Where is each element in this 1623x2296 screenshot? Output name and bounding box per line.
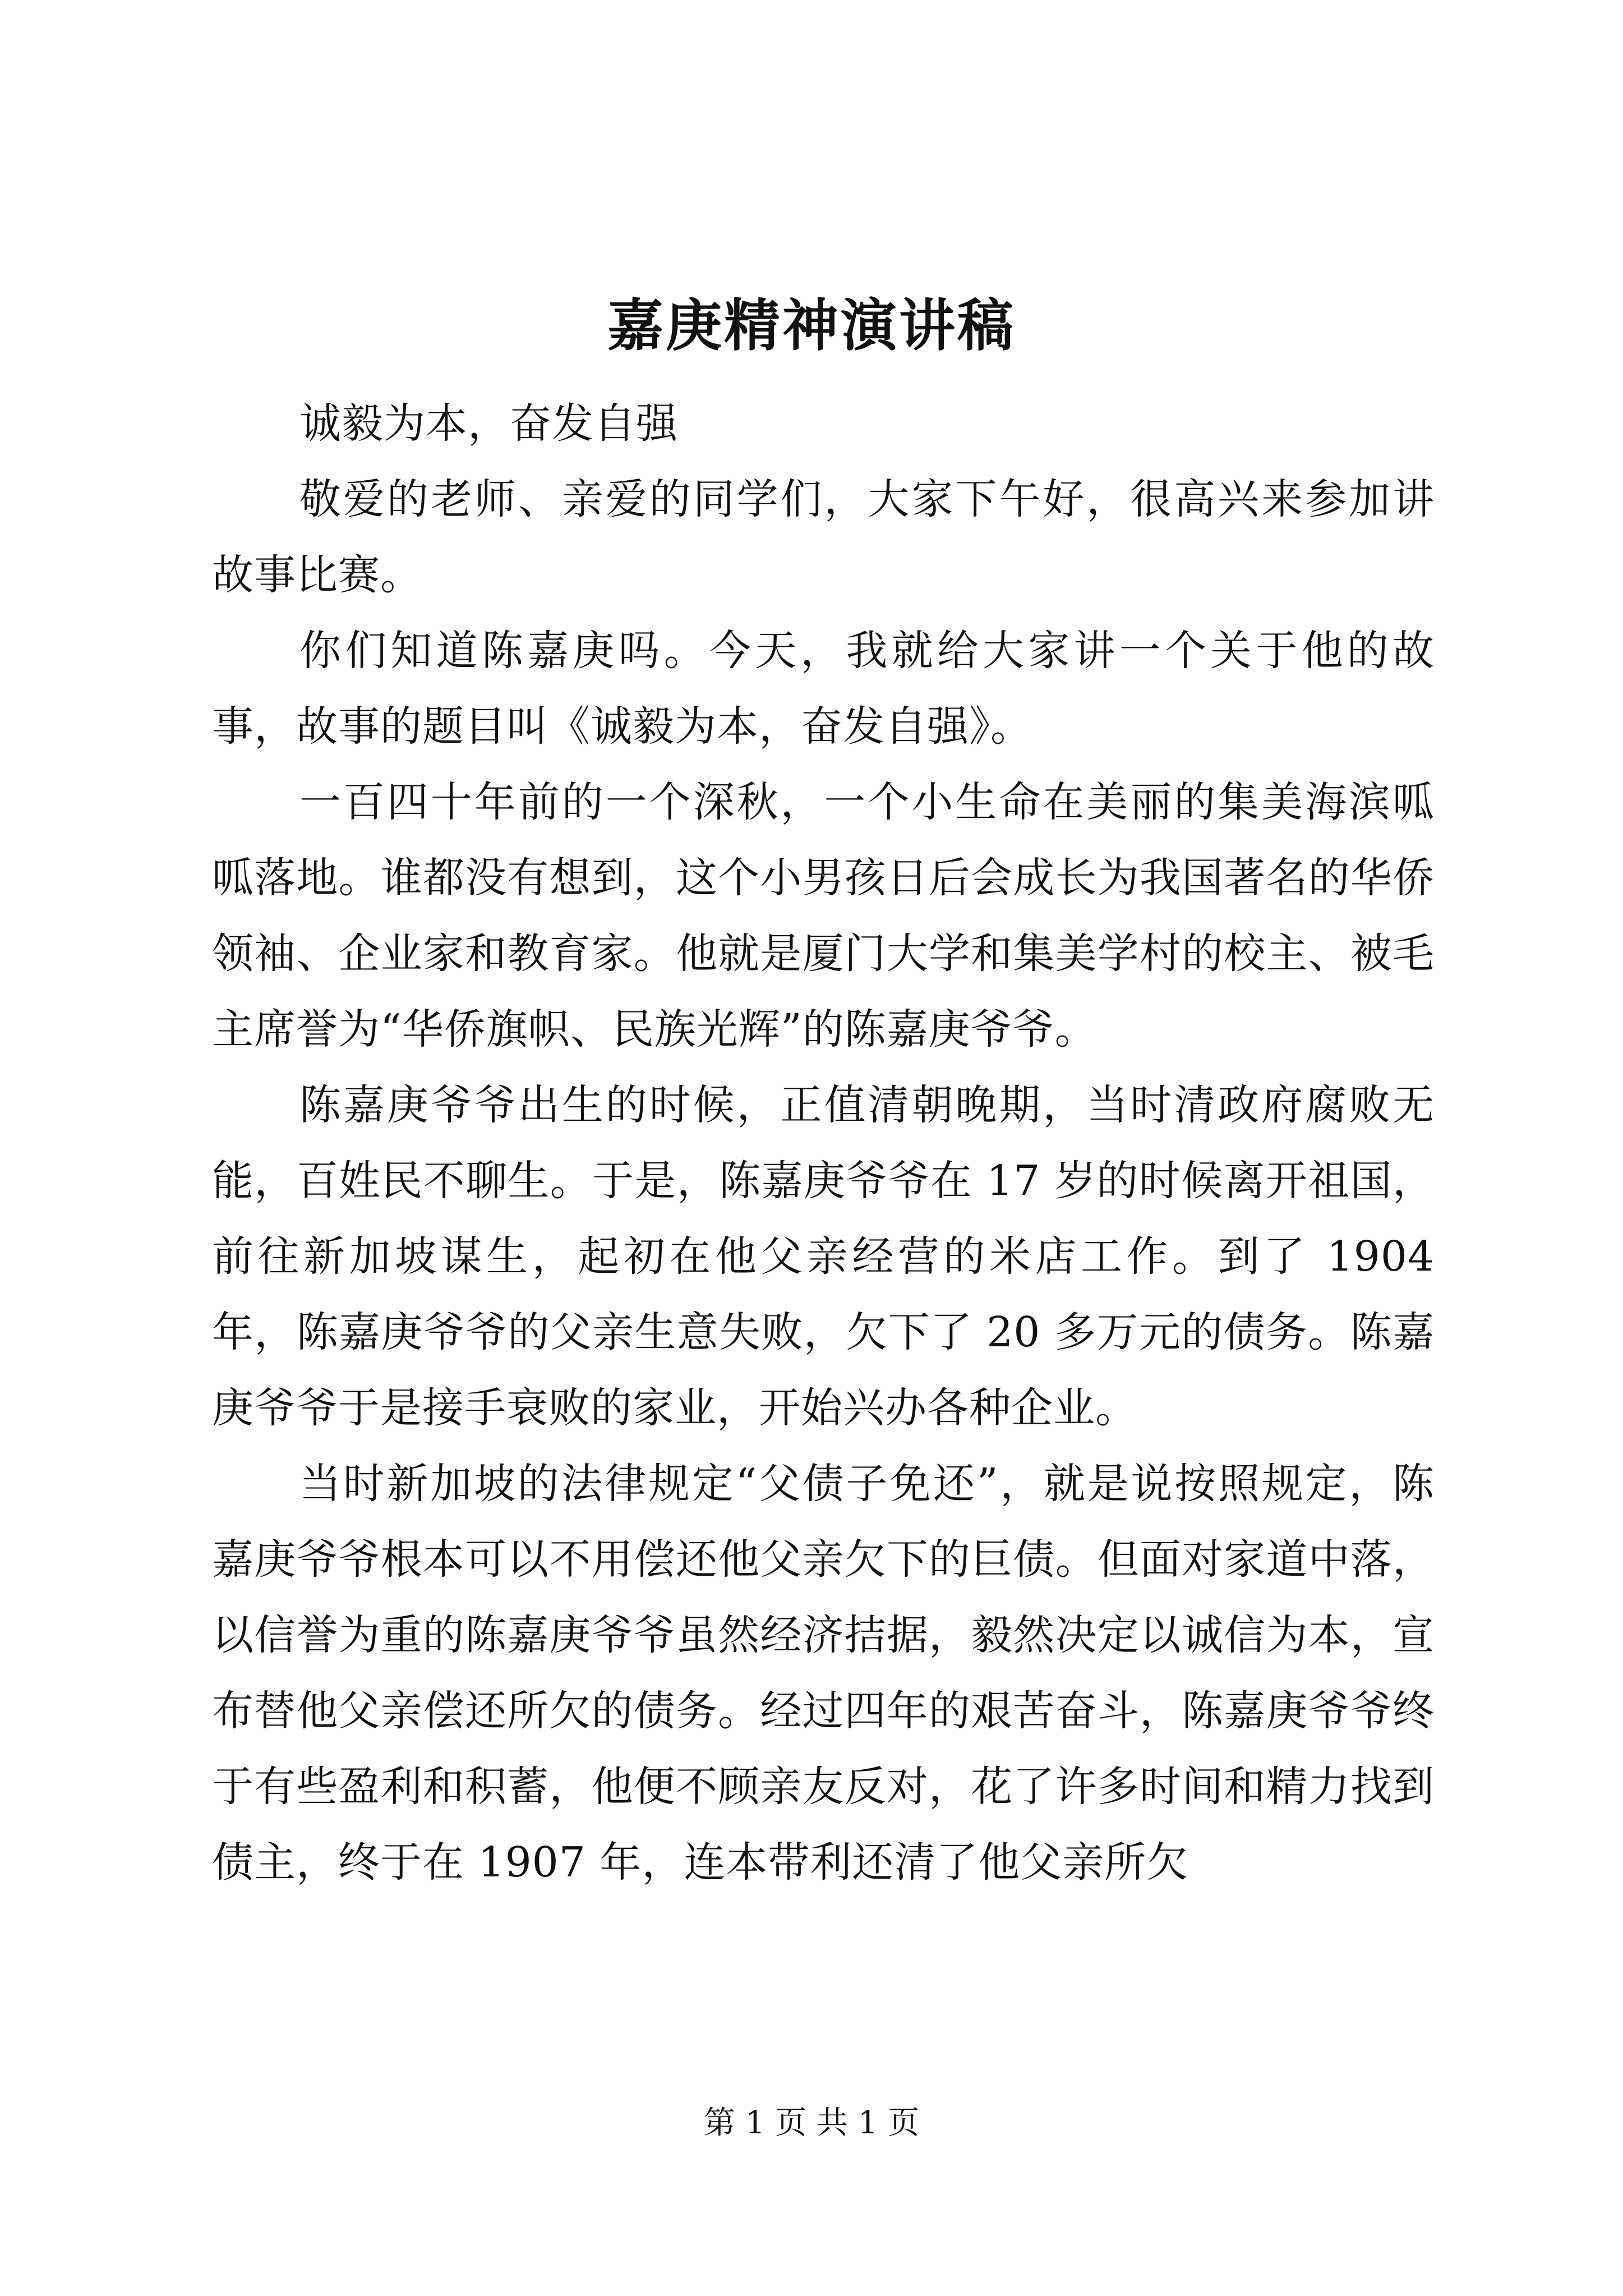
page-footer bbox=[0, 2101, 1623, 2146]
document-title: 嘉庚精神演讲稿 bbox=[607, 292, 1016, 358]
paragraph-youth: 陈嘉庚爷爷出生的时候，正值清朝晚期，当时清政府腐败无能，百姓民不聊生。于是，陈嘉庚爷爷在 17 岁的时候离开祖国，前往新加坡谋生，起初在他父亲经营的米店工作。到了 1904 年，陈嘉庚爷爷的父亲生意失败，欠下了 20 多万元的债务。陈嘉庚爷爷于是接手衰败的家业，开始兴办各种企业。 bbox=[212, 1081, 1435, 1432]
paragraph-debt: 当时新加坡的法律规定“父债子免还”，就是说按照规定，陈嘉庚爷爷根本可以不用偿还他父亲欠下的巨债。但面对家道中落，以信誉为重的陈嘉庚爷爷虽然经济拮据，毅然决定以诚信为本，宣布替他父亲偿还所欠的债务。经过四年的艰苦奋斗，陈嘉庚爷爷终于有些盈利和积蓄，他便不顾亲友反对，花了许多时间和精力找到债主，终于在 1907 年，连本带利还清了他父亲所欠 bbox=[212, 1460, 1435, 1887]
paragraph-subtitle: 诚毅为本，奋发自强 bbox=[299, 399, 678, 448]
document-body bbox=[212, 386, 1435, 1901]
page-number: 第 1 页 共 1 页 bbox=[703, 2105, 920, 2141]
paragraph-birth: 一百四十年前的一个深秋，一个小生命在美丽的集美海滨呱呱落地。谁都没有想到，这个小男孩日后会成长为我国著名的华侨领袖、企业家和教育家。他就是厦门大学和集美学村的校主、被毛主席誉为“华侨旗帜、民族光辉”的陈嘉庚爷爷。 bbox=[212, 778, 1435, 1053]
paragraph-intro: 你们知道陈嘉庚吗。今天，我就给大家讲一个关于他的故事，故事的题目叫《诚毅为本，奋发自强》。 bbox=[212, 627, 1435, 751]
paragraph-greeting: 敬爱的老师、亲爱的同学们，大家下午好，很高兴来参加讲故事比赛。 bbox=[212, 475, 1435, 599]
